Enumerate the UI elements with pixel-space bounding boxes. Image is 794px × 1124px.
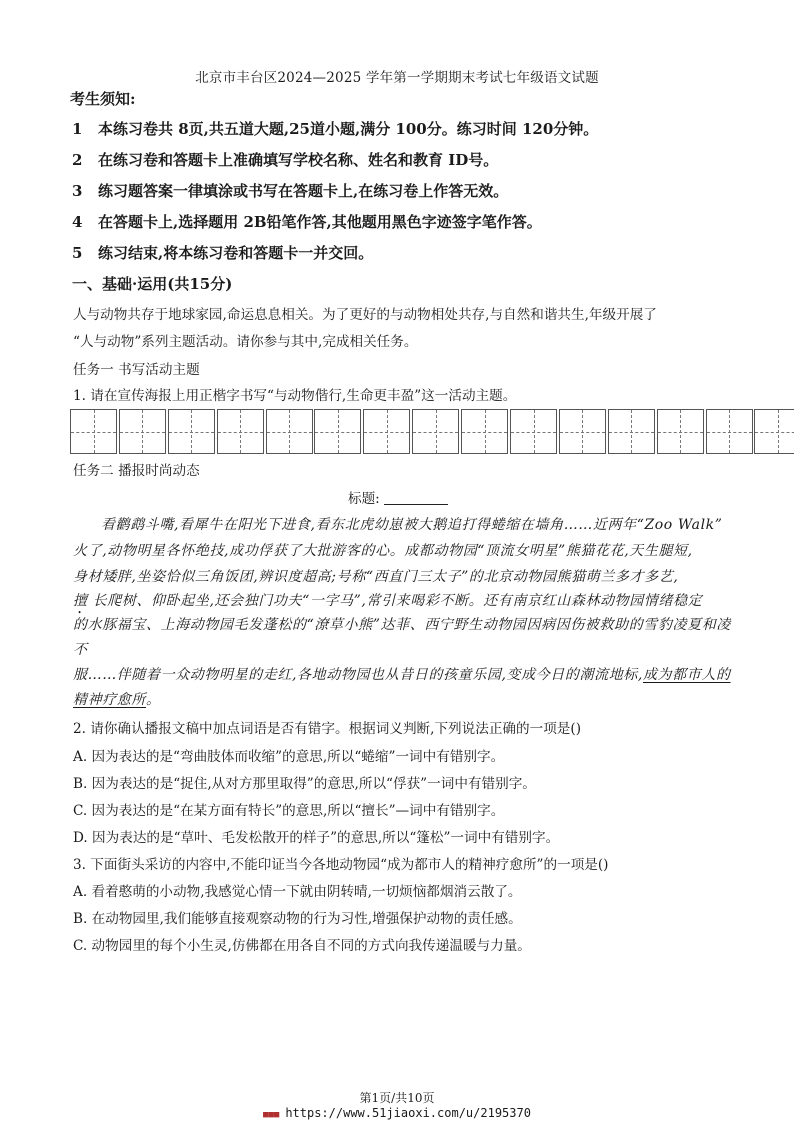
q3-option-b[interactable]: B. 在动物园里,我们能够直接观察动物的行为习性,增强保护动物的责任感。	[73, 911, 522, 927]
q2-option-b[interactable]: B. 因为表达的是“捉住,从对方那里取得”的意思,所以“俘获”一词中有错别字。	[73, 776, 536, 792]
question-3-stem: 3. 下面街头采访的内容中,不能印证当今各地动物园“成为都市人的精神疗愈所”的一项是()	[73, 857, 609, 873]
notice-heading: 考生须知:	[70, 90, 136, 108]
question-1: 1. 请在宣传海报上用正楷字书写“与动物偕行,生命更丰盈”这一活动主题。	[73, 388, 517, 404]
article-line: 服……伴随着一众动物明星的走红,各地动物园也从昔日的孩童乐园,变成今日的潮流地标,成为都市人的	[73, 667, 731, 683]
article-line: 身材矮胖,坐姿恰似三角饭团,辨识度超高;号称“西直门三太子”的北京动物园熊猫萌兰多才多艺,	[73, 569, 679, 585]
question-2-stem: 2. 请你确认播报文稿中加点词语是否有错字。根据词义判断,下列说法正确的一项是()	[73, 721, 581, 737]
page-number: 第1页/共10页	[359, 1091, 435, 1105]
writing-grid[interactable]	[70, 409, 794, 454]
article-title-line	[348, 487, 448, 507]
intro-line: 人与动物共存于地球家园,命运息息相关。为了更好的与动物相处共存,与自然和谐共生,年级开展了	[73, 307, 657, 323]
article-line: 看鹳鹉斗嘴,看犀牛在阳光下进食,看东北虎幼崽被大鹅追打得蜷缩在墙角……近两年“Zoo Walk”	[101, 517, 723, 533]
exam-title: 北京市丰台区2024—2025 学年第一学期期末考试七年级语文试题	[195, 70, 599, 86]
grid-cell[interactable]	[314, 409, 361, 454]
article-line: 不	[73, 642, 88, 658]
q2-option-a[interactable]: A. 因为表达的是“弯曲肢体而收缩”的意思,所以“蜷缩”一词中有错别字。	[73, 749, 505, 765]
grid-cell[interactable]	[412, 409, 459, 454]
article-line: 擅 长爬树、仰卧起坐,还会独门功夫“一字马”,常引来喝彩不断。还有南京红山森林动物园情绪稳定	[73, 593, 703, 609]
grid-cell[interactable]	[266, 409, 313, 454]
notice-rule: 1 本练习卷共 8页,共五道大题,25道小题,满分 100分。练习时间 120分钟。	[72, 120, 599, 138]
article-line: 精神疗愈所。	[73, 692, 161, 708]
grid-cell[interactable]	[119, 409, 166, 454]
grid-cell[interactable]	[657, 409, 704, 454]
q3-option-a[interactable]: A. 看着憨萌的小动物,我感觉心情一下就由阴转晴,一切烦恼都烟消云散了。	[73, 884, 522, 900]
article-line: 的水豚福宝、上海动物园毛发蓬松的“潦草小熊”达菲、西宁野生动物园因病因伤被救助的雪豹凌夏和凌	[73, 617, 731, 633]
task1-heading: 任务一 书写活动主题	[73, 362, 200, 378]
watermark-logo: ■■■	[263, 1110, 280, 1120]
notice-rule: 4 在答题卡上,选择题用 2B铅笔作答,其他题用黑色字迹签字笔作答。	[72, 213, 542, 231]
intro-line: “人与动物”系列主题活动。请你参与其中,完成相关任务。	[73, 334, 418, 350]
article-line: 火了,动物明星各怀绝技,成功俘获了大批游客的心。成都动物园“顶流女明星”熊猫花花,天生腿短,	[73, 543, 693, 559]
grid-cell[interactable]	[706, 409, 753, 454]
q3-option-c[interactable]: C. 动物园里的每个小生灵,仿佛都在用各自不同的方式向我传递温暖与力量。	[73, 938, 531, 954]
section-heading: 一、基础·运用(共15分)	[72, 275, 233, 293]
article-title-blank[interactable]	[384, 492, 448, 505]
grid-cell[interactable]	[363, 409, 410, 454]
notice-rule: 3 练习题答案一律填涂或书写在答题卡上,在练习卷上作答无效。	[72, 182, 509, 200]
q2-option-c[interactable]: C. 因为表达的是“在某方面有特长”的意思,所以“擅长”—词中有错别字。	[73, 803, 505, 819]
grid-cell[interactable]	[559, 409, 606, 454]
grid-cell[interactable]	[754, 409, 794, 454]
source-url[interactable]: https://www.51jiaoxi.com/u/2195370	[285, 1106, 531, 1120]
grid-cell[interactable]	[608, 409, 655, 454]
grid-cell[interactable]	[168, 409, 215, 454]
grid-cell[interactable]	[217, 409, 264, 454]
notice-rule: 5 练习结束,将本练习卷和答题卡一并交回。	[72, 244, 374, 262]
grid-cell[interactable]	[461, 409, 508, 454]
notice-rule: 2 在练习卷和答题卡上准确填写学校名称、姓名和教育 ID号。	[72, 151, 499, 169]
footer-source	[0, 1106, 794, 1120]
grid-cell[interactable]	[510, 409, 557, 454]
grid-cell[interactable]	[70, 409, 117, 454]
task2-heading: 任务二 播报时尚动态	[73, 463, 200, 479]
article-title-label: 标题:	[348, 491, 380, 507]
q2-option-d[interactable]: D. 因为表达的是“草叶、毛发松散开的样子”的意思,所以“篷松”一词中有错别字。	[73, 830, 560, 846]
